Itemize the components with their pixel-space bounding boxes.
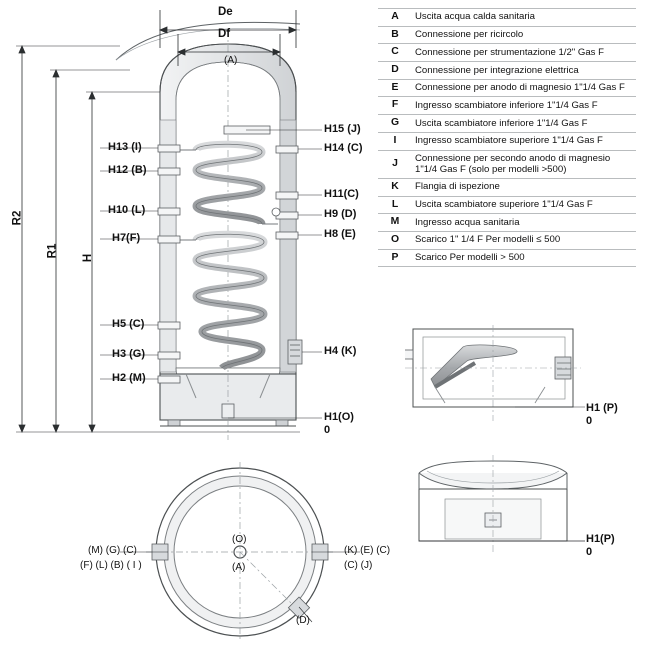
- plan-right-bottom-label: (C) (J): [344, 560, 373, 571]
- legend-key: D: [378, 62, 411, 80]
- legend-key: A: [378, 9, 411, 27]
- legend-text: Connessione per strumentazione 1/2" Gas F: [411, 44, 636, 62]
- detail-top-label-zero: 0: [586, 415, 593, 427]
- label-h13: H13 (I): [108, 141, 142, 153]
- label-h2: H2 (M): [112, 372, 146, 384]
- detail-bottom-label-zero: 0: [586, 546, 593, 558]
- legend-row: [378, 132, 636, 150]
- left-leader-lines: [100, 148, 158, 379]
- dimension-label-r1: R1: [46, 243, 59, 259]
- legend-row: [378, 9, 636, 27]
- legend-table: [378, 8, 636, 267]
- label-h9: H9 (D): [324, 208, 357, 220]
- legend-text: Scarico Per modelli > 500: [411, 249, 636, 267]
- detail-bottom-label-h1p: H1(P): [586, 533, 615, 545]
- legend-row: [378, 214, 636, 232]
- legend-text: Ingresso acqua sanitaria: [411, 214, 636, 232]
- label-h15: H15 (J): [324, 123, 361, 135]
- plan-center-bottom-label: (A): [232, 562, 246, 573]
- legend-text: Scarico 1" 1/4 F Per modelli ≤ 500: [411, 231, 636, 249]
- dimension-label-de: De: [218, 6, 233, 18]
- legend-key: C: [378, 44, 411, 62]
- legend-text: Connessione per ricircolo: [411, 26, 636, 44]
- dimension-label-r2: R2: [11, 210, 24, 226]
- plan-right-top-label: (K) (E) (C): [344, 545, 391, 556]
- legend-row: [378, 196, 636, 214]
- legend-key: G: [378, 115, 411, 133]
- legend-row: [378, 178, 636, 196]
- legend-row: [378, 150, 636, 178]
- center-marker-a: (A): [224, 55, 238, 66]
- legend-key: O: [378, 231, 411, 249]
- legend-key: E: [378, 79, 411, 97]
- legend-row: [378, 62, 636, 80]
- dimension-label-df: Df: [218, 28, 231, 40]
- legend-row: [378, 97, 636, 115]
- legend-text: Connessione per integrazione elettrica: [411, 62, 636, 80]
- legend-text: Flangia di ispezione: [411, 178, 636, 196]
- label-h7: H7(F): [112, 232, 141, 244]
- legend-text: Uscita scambiatore superiore 1"1/4 Gas F: [411, 196, 636, 214]
- plan-left-bottom-label: (F) (L) (B) ( I ): [80, 560, 142, 571]
- legend-text: Connessione per anodo di magnesio 1"1/4 Gas F: [411, 79, 636, 97]
- legend-key: K: [378, 178, 411, 196]
- legend-key: I: [378, 132, 411, 150]
- legend-key: M: [378, 214, 411, 232]
- legend-text: Connessione per secondo anodo di magnesio 1"1/4 Gas F (solo per modelli >500): [411, 150, 636, 178]
- label-h10: H10 (L): [108, 204, 146, 216]
- dimension-label-h: H: [82, 253, 95, 263]
- legend-row: [378, 44, 636, 62]
- tank-elevation-drawing: [0, 0, 380, 460]
- detail-top-label-h1p: H1 (P): [586, 402, 618, 414]
- legend-row: [378, 115, 636, 133]
- legend-text: Uscita scambiatore inferiore 1"1/4 Gas F: [411, 115, 636, 133]
- legend-key: L: [378, 196, 411, 214]
- label-h1-o: H1(O): [324, 411, 354, 423]
- legend-key: P: [378, 249, 411, 267]
- plan-bottom-label: (D): [296, 615, 310, 626]
- legend-row: [378, 249, 636, 267]
- label-h3: H3 (G): [112, 348, 145, 360]
- label-h12: H12 (B): [108, 164, 147, 176]
- legend-text: Ingresso scambiatore superiore 1"1/4 Gas F: [411, 132, 636, 150]
- label-h8: H8 (E): [324, 228, 356, 240]
- label-zero-main: 0: [324, 424, 331, 436]
- legend-row: [378, 231, 636, 249]
- label-h14: H14 (C): [324, 142, 363, 154]
- legend-key: B: [378, 26, 411, 44]
- legend-row: [378, 79, 636, 97]
- legend-key: F: [378, 97, 411, 115]
- plan-left-top-label: (M) (G) (C): [88, 545, 137, 556]
- plan-center-top-label: (O): [232, 534, 247, 545]
- label-h5: H5 (C): [112, 318, 145, 330]
- label-h4: H4 (K): [324, 345, 357, 357]
- legend-row: [378, 26, 636, 44]
- legend-key: J: [378, 150, 411, 178]
- label-h11: H11(C): [324, 188, 359, 200]
- legend-text: Uscita acqua calda sanitaria: [411, 9, 636, 27]
- legend-text: Ingresso scambiatore inferiore 1"1/4 Gas F: [411, 97, 636, 115]
